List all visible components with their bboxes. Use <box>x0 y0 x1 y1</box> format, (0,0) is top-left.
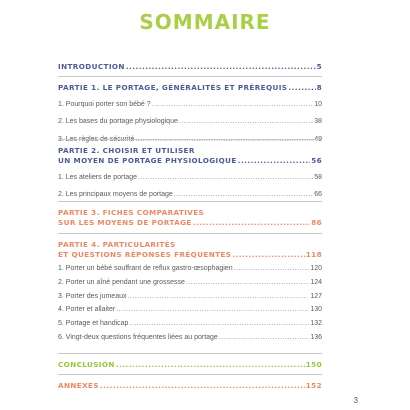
toc-conclusion[interactable] <box>58 360 322 370</box>
toc-item-label: 6. Vingt-deux questions fréquentes liées au portage <box>58 333 218 341</box>
toc-item-page: 38 <box>314 118 322 126</box>
divider <box>58 139 322 140</box>
toc-leader-dots <box>129 318 309 329</box>
toc-part3[interactable] <box>58 208 322 228</box>
toc-leader-dots <box>186 277 309 288</box>
divider <box>58 374 322 375</box>
toc-part3-page: 86 <box>311 218 322 227</box>
toc-item-label: 2. Les principaux moyens de portage <box>58 191 173 199</box>
toc-item-label: 2. Les bases du portage physiologique <box>58 118 178 126</box>
toc-item-page: 120 <box>310 265 322 272</box>
toc-part2-heading[interactable] <box>58 146 322 166</box>
toc-part3-heading <box>58 208 322 228</box>
toc-leader-dots <box>234 263 310 274</box>
page-number: 3 <box>353 396 358 405</box>
toc-leader-dots <box>232 250 304 260</box>
toc-leader-dots <box>193 218 310 228</box>
toc-annexes[interactable] <box>58 381 322 391</box>
toc-item-page: 136 <box>310 333 322 341</box>
toc-leader-dots <box>288 83 315 93</box>
toc-part3-label-line2: SUR LES MOYENS DE PORTAGE <box>58 218 192 227</box>
toc-part4 <box>58 240 322 343</box>
toc-leader-dots <box>152 99 314 110</box>
divider <box>58 233 322 234</box>
toc-part4-item[interactable] <box>58 304 322 315</box>
toc-item-label: 1. Les ateliers de portage <box>58 174 137 181</box>
toc-introduction-page: 5 <box>316 62 322 71</box>
toc-item-label: 1. Pourquoi porter son bébé ? <box>58 101 151 108</box>
toc-item-page: 130 <box>310 306 322 314</box>
toc-part4-heading[interactable] <box>58 240 322 260</box>
toc-part1-item[interactable] <box>58 99 322 110</box>
toc-item-page: 132 <box>310 320 322 328</box>
toc-part2-page: 56 <box>311 156 322 165</box>
divider <box>58 353 322 354</box>
toc-item-label: 3. Porter des jumeaux <box>58 292 127 300</box>
toc-part4-page: 118 <box>305 250 322 259</box>
toc-part2-label-line2: UN MOYEN DE PORTAGE PHYSIOLOGIQUE <box>58 156 237 165</box>
toc-leader-dots <box>116 360 305 370</box>
toc-annexes-page: 152 <box>305 381 322 390</box>
toc-leader-dots <box>238 156 310 166</box>
toc-part1-item[interactable] <box>58 116 322 127</box>
toc-part4-item[interactable] <box>58 277 322 288</box>
toc-leader-dots <box>174 189 313 200</box>
toc-item-page: 124 <box>310 278 322 286</box>
toc-introduction[interactable] <box>58 62 322 72</box>
toc-item-label: 4. Porter et allaiter <box>58 306 116 314</box>
toc-part4-item[interactable] <box>58 318 322 329</box>
toc-conclusion-page: 150 <box>305 360 322 369</box>
toc-part4-item[interactable] <box>58 332 322 343</box>
toc-part2-item[interactable] <box>58 172 322 183</box>
toc-part1 <box>58 83 322 145</box>
toc-leader-dots <box>116 304 309 315</box>
toc-leader-dots <box>127 291 309 302</box>
toc-part4-label-line1: PARTIE 4. PARTICULARITÉS <box>58 240 176 249</box>
toc-item-page: 58 <box>314 174 322 181</box>
toc-introduction-label: INTRODUCTION <box>58 62 125 71</box>
toc-part2-label-line1: PARTIE 2. CHOISIR ET UTILISER <box>58 146 195 155</box>
toc-item-label: 5. Portage et handicap <box>58 320 129 328</box>
toc-part4-item[interactable] <box>58 291 322 302</box>
divider <box>58 201 322 202</box>
toc-part2 <box>58 146 322 201</box>
toc-conclusion-label: CONCLUSION <box>58 360 115 369</box>
toc-leader-dots <box>138 172 313 183</box>
page-title: SOMMAIRE <box>139 10 271 34</box>
toc-leader-dots <box>219 332 309 343</box>
toc-item-label: 1. Porter un bébé souffrant de reflux gastro-œsophagien <box>58 265 233 272</box>
toc-part1-heading[interactable] <box>58 83 322 93</box>
toc-part4-label-line2: ET QUESTIONS RÉPONSES FRÉQUENTES <box>58 250 232 259</box>
toc-item-page: 66 <box>314 191 322 199</box>
toc-leader-dots <box>126 62 316 72</box>
toc-leader-dots <box>100 381 305 391</box>
toc-part4-item[interactable] <box>58 263 322 274</box>
toc-part2-item[interactable] <box>58 189 322 200</box>
toc-leader-dots <box>179 116 313 127</box>
toc-annexes-label: ANNEXES <box>58 381 99 390</box>
divider <box>58 76 322 77</box>
toc-part1-page: 8 <box>316 83 322 92</box>
toc-part1-label: PARTIE 1. LE PORTAGE, GÉNÉRALITÉS ET PRÉREQUIS <box>58 83 288 92</box>
toc-item-page: 127 <box>310 292 322 300</box>
toc-item-label: 2. Porter un aîné pendant une grossesse <box>58 278 185 286</box>
toc-part3-label-line1: PARTIE 3. FICHES COMPARATIVES <box>58 208 205 217</box>
toc-item-page: 10 <box>314 101 322 108</box>
